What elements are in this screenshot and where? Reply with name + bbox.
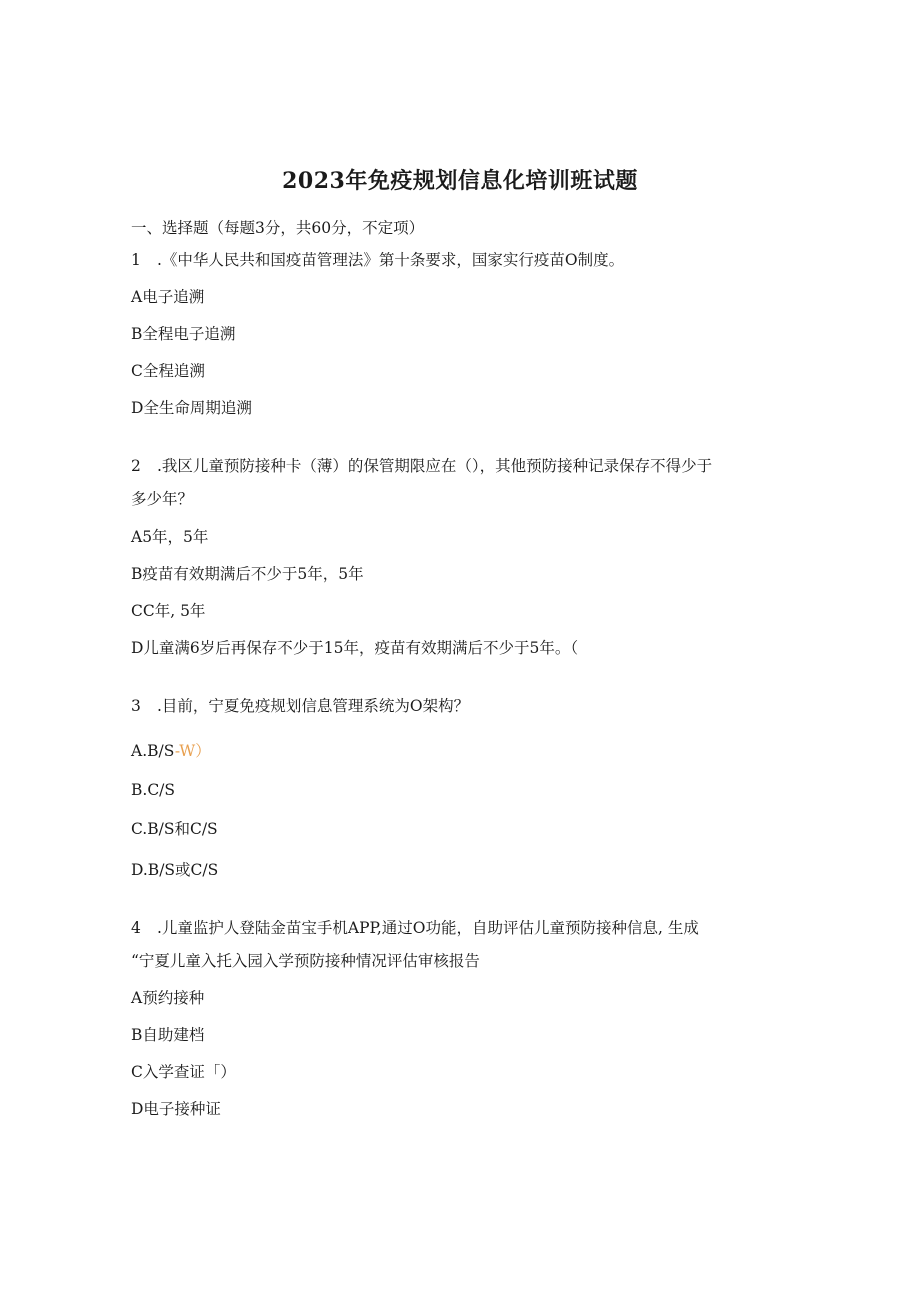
question-number: 3 [131, 697, 141, 715]
question-3-option-d: D.B/S或C/S [131, 861, 219, 879]
question-2-option-d: D儿童满6岁后再保存不少于15年，疫苗有效期满后不少于5年。（ [131, 639, 579, 657]
question-stem-text: .我区儿童预防接种卡（薄）的保管期限应在（），其他预防接种记录保存不得少于 [157, 457, 713, 475]
question-4-option-c: C入学查证「） [131, 1063, 236, 1081]
question-2-stem-cont: 多少年？ [131, 490, 194, 508]
document-title: 2023年免疫规划信息化培训班试题 [282, 168, 638, 194]
question-4-option-d: D电子接种证 [131, 1100, 221, 1118]
question-stem-text: .儿童监护人登陆金苗宝手机APP,通过O功能，自助评估儿童预防接种信息, 生成 [157, 919, 699, 937]
question-2-option-c: CC年, 5年 [131, 602, 206, 620]
question-4-stem [131, 918, 699, 938]
question-2-option-b: B疫苗有效期满后不少于5年，5年 [131, 565, 364, 583]
question-2-option-a: A5年，5年 [131, 528, 209, 546]
question-number: 1 [131, 251, 141, 269]
question-1-stem [131, 250, 624, 270]
question-4-option-a: A预约接种 [131, 989, 205, 1007]
question-stem-text: .《中华人民共和国疫苗管理法》第十条要求，国家实行疫苗O制度。 [157, 251, 625, 269]
question-3-stem [131, 696, 469, 716]
question-1-option-b: B全程电子追溯 [131, 325, 236, 343]
question-4-option-b: B自助建档 [131, 1026, 205, 1044]
question-4-stem-cont: “宁夏儿童入托入园入学预防接种情况评估审核报告 [131, 952, 480, 970]
section-heading: 一、选择题（每题3分，共60分，不定项） [131, 219, 425, 237]
question-2-stem [131, 456, 712, 476]
question-3-option-b: B.C/S [131, 781, 176, 799]
question-1-option-c: C全程追溯 [131, 362, 205, 380]
question-stem-text: .目前，宁夏免疫规划信息管理系统为O架构？ [157, 697, 470, 715]
question-1-option-d: D全生命周期追溯 [131, 399, 252, 417]
question-number: 4 [131, 919, 141, 937]
question-1-option-a: A电子追溯 [131, 288, 205, 306]
option-text: A.B/S [131, 742, 175, 760]
question-3-option-a [131, 741, 211, 761]
question-number: 2 [131, 457, 141, 475]
margin-mark: -W） [174, 742, 211, 760]
question-3-option-c: C.B/S和C/S [131, 820, 218, 838]
